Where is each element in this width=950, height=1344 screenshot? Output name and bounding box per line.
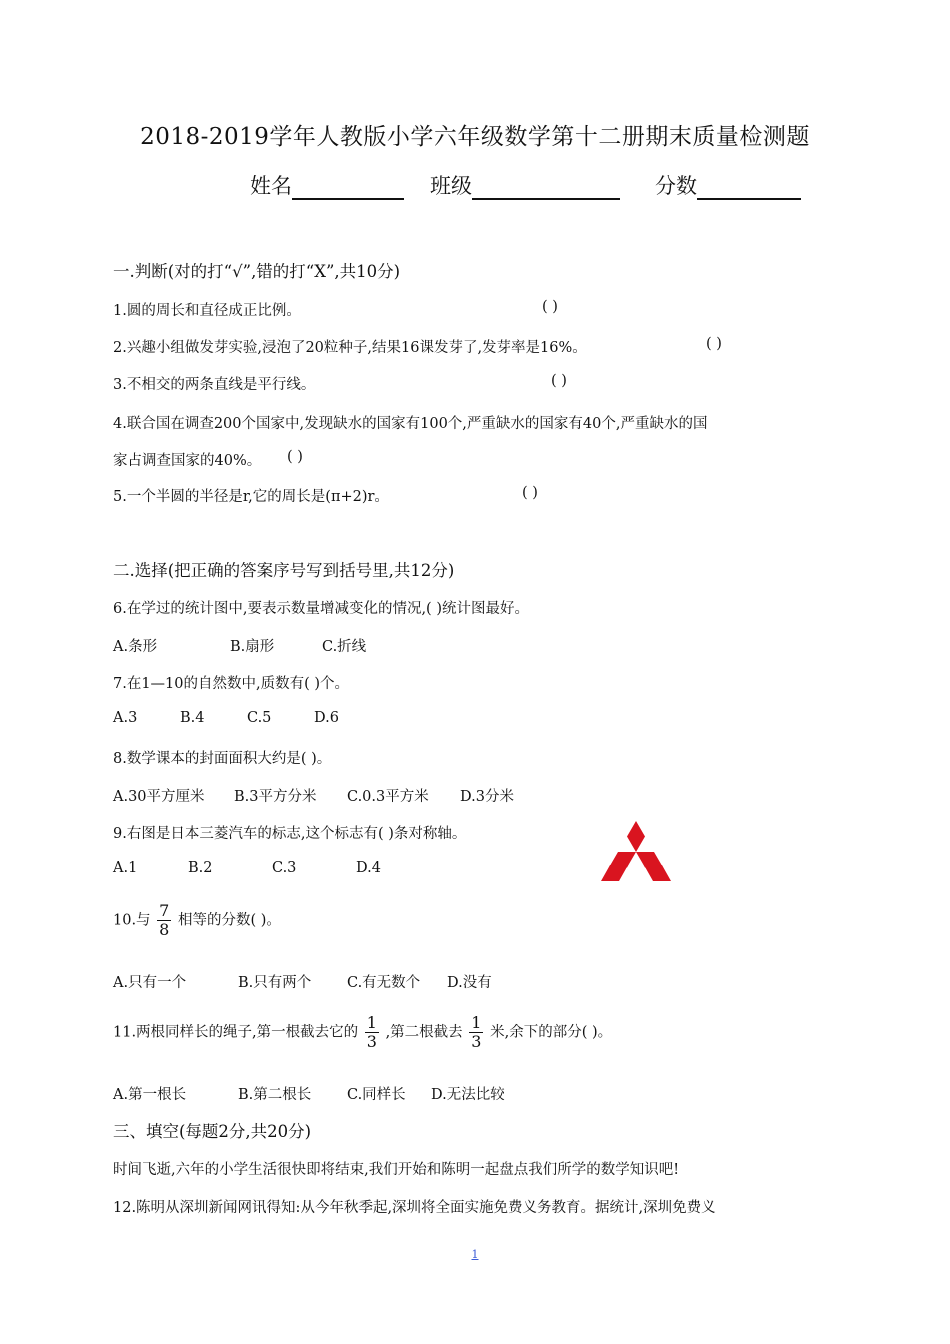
question-11-option-c: C.同样长 [347, 1087, 406, 1103]
section-3-intro: 时间飞逝,六年的小学生活很快即将结束,我们开始和陈明一起盘点我们所学的数学知识吧! [113, 1162, 680, 1178]
question-10-suffix: 相等的分数( )。 [177, 912, 281, 929]
fraction-denominator: 3 [471, 1032, 482, 1051]
question-7-option-a: A.3 [113, 710, 138, 726]
question-12: 12.陈明从深圳新闻网讯得知:从今年秋季起,深圳将全面实施免费义务教育。据统计,深圳免费义 [113, 1200, 716, 1216]
question-8-option-a: A.30平方厘米 [113, 789, 205, 805]
question-8-option-d: D.3分米 [460, 789, 514, 805]
question-7: 7.在1—10的自然数中,质数有( )个。 [113, 676, 350, 692]
mitsubishi-logo-icon [600, 820, 672, 882]
question-6-option-a: A.条形 [113, 639, 158, 655]
question-7-option-b: B.4 [180, 710, 205, 726]
question-7-option-d: D.6 [314, 710, 339, 726]
section-2-heading: 二.选择(把正确的答案序号写到括号里,共12分) [113, 561, 455, 580]
question-4-line-1: 4.联合国在调查200个国家中,发现缺水的国家有100个,严重缺水的国家有40个,严重缺水的国 [113, 416, 708, 432]
question-10-option-c: C.有无数个 [347, 975, 421, 991]
score-label: 分数 [655, 174, 697, 198]
fraction-seven-eighths [157, 902, 171, 939]
fraction-one-third-a [365, 1014, 379, 1051]
question-9: 9.右图是日本三菱汽车的标志,这个标志有( )条对称轴。 [113, 826, 467, 842]
name-label: 姓名 [250, 174, 292, 198]
section-1-heading: 一.判断(对的打“√”,错的打“X”,共10分) [113, 262, 401, 281]
score-field [655, 170, 801, 200]
fraction-numerator: 1 [366, 1013, 377, 1032]
question-11-prefix: 11.两根同样长的绳子,第一根截去它的 [113, 1024, 359, 1041]
class-label: 班级 [430, 174, 472, 198]
fraction-numerator: 1 [471, 1013, 482, 1032]
question-6-option-b: B.扇形 [230, 639, 275, 655]
question-5: 5.一个半圆的半径是r,它的周长是(π+2)r。 [113, 489, 389, 505]
question-7-option-c: C.5 [247, 710, 272, 726]
question-8: 8.数学课本的封面面积大约是( )。 [113, 751, 332, 767]
question-10-prefix: 10.与 [113, 912, 151, 929]
fraction-numerator: 7 [159, 901, 170, 920]
question-11 [113, 1014, 612, 1051]
question-9-option-a: A.1 [113, 860, 138, 876]
question-1: 1.圆的周长和直径成正比例。 [113, 303, 301, 319]
section-3-heading: 三、填空(每题2分,共20分) [113, 1122, 312, 1141]
question-10 [113, 902, 281, 939]
question-9-option-d: D.4 [356, 860, 381, 876]
question-9-option-c: C.3 [272, 860, 297, 876]
question-4-line-2: 家占调查国家的40%。 [113, 453, 262, 469]
document-title: 2018-2019学年人教版小学六年级数学第十二册期末质量检测题 [140, 124, 810, 150]
question-11-option-b: B.第二根长 [238, 1087, 312, 1103]
question-3: 3.不相交的两条直线是平行线。 [113, 377, 316, 393]
answer-paren-5[interactable]: ( ) [522, 485, 538, 501]
name-field [250, 170, 404, 200]
answer-paren-1[interactable]: ( ) [542, 299, 558, 315]
score-blank[interactable] [697, 172, 801, 200]
question-10-option-d: D.没有 [447, 975, 492, 991]
page-number[interactable]: 1 [471, 1248, 479, 1261]
question-11-option-a: A.第一根长 [113, 1087, 187, 1103]
question-6-option-c: C.折线 [322, 639, 367, 655]
class-blank[interactable] [472, 172, 620, 200]
question-11-middle: ,第二根截去 [385, 1024, 463, 1041]
question-11-option-d: D.无法比较 [431, 1087, 505, 1103]
answer-paren-4[interactable]: ( ) [287, 449, 303, 465]
name-blank[interactable] [292, 172, 404, 200]
question-8-option-b: B.3平方分米 [234, 789, 317, 805]
question-10-option-a: A.只有一个 [113, 975, 187, 991]
fraction-one-third-b [469, 1014, 483, 1051]
answer-paren-2[interactable]: ( ) [706, 336, 722, 352]
question-11-suffix: 米,余下的部分( )。 [490, 1024, 613, 1041]
question-8-option-c: C.0.3平方米 [347, 789, 429, 805]
question-9-option-b: B.2 [188, 860, 213, 876]
answer-paren-3[interactable]: ( ) [551, 373, 567, 389]
question-10-option-b: B.只有两个 [238, 975, 312, 991]
question-6: 6.在学过的统计图中,要表示数量增减变化的情况,( )统计图最好。 [113, 601, 529, 617]
class-field [430, 170, 620, 200]
fraction-denominator: 8 [159, 920, 170, 939]
fraction-denominator: 3 [366, 1032, 377, 1051]
question-2: 2.兴趣小组做发芽实验,浸泡了20粒种子,结果16课发芽了,发芽率是16%。 [113, 340, 587, 356]
